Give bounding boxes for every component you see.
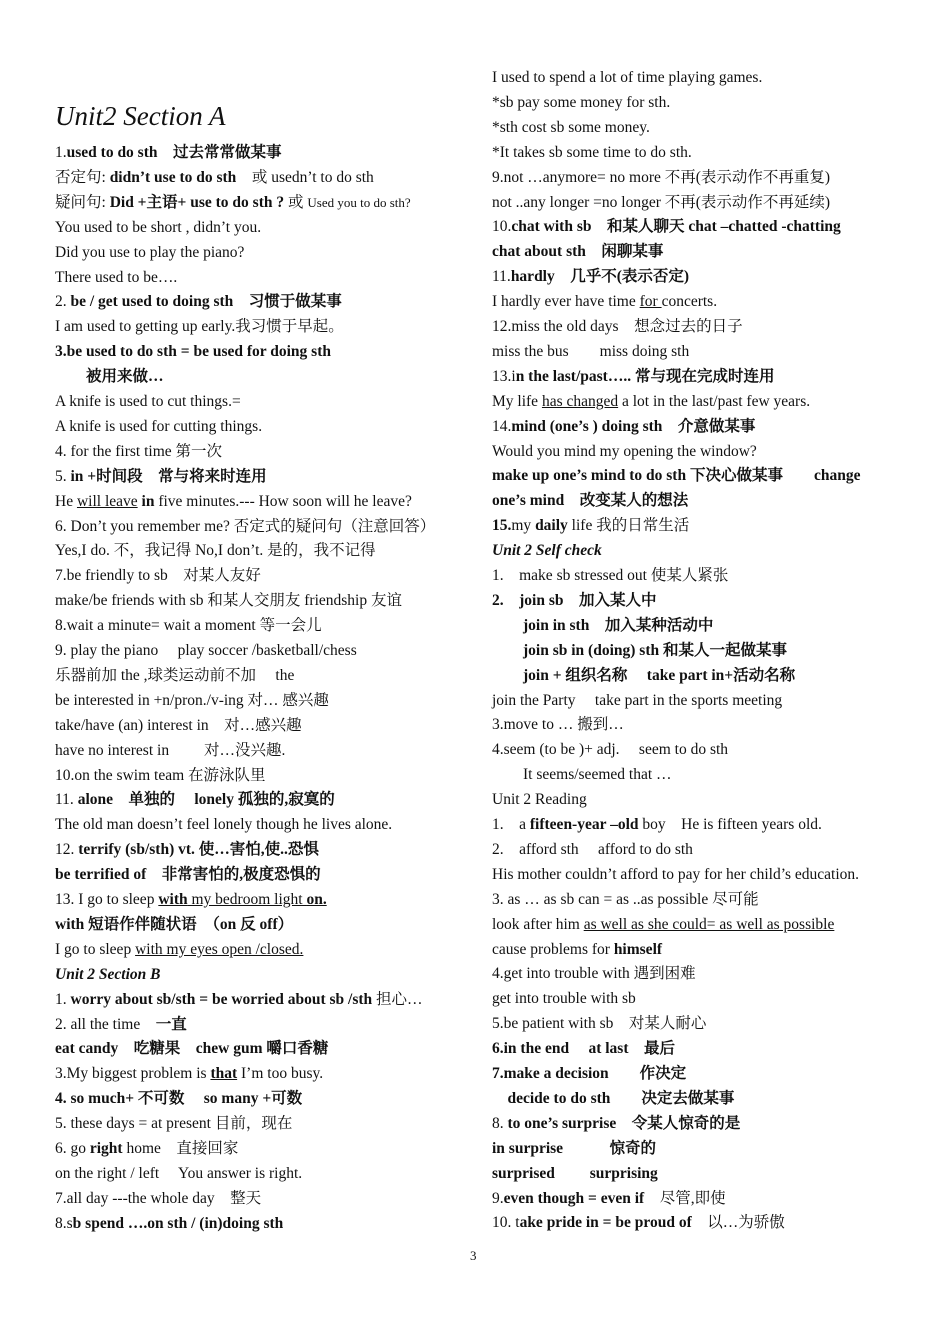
note-text: b spend ….on sth / (in)doing sth (72, 1214, 284, 1232)
note-line (492, 491, 688, 511)
note-text: 尽管,即使 (644, 1189, 726, 1207)
note-line (55, 1139, 238, 1159)
note-text: has changed (541, 392, 619, 410)
note-text: 7.all day ---the whole day 整天 (55, 1189, 262, 1207)
note-text: as well as she could= as well as possible (583, 915, 835, 933)
note-text: I am used to getting up early.我习惯于早起。 (55, 318, 344, 336)
note-text: hardly 几乎不(表示否定) (510, 268, 690, 286)
note-line (55, 1064, 323, 1084)
note-line (492, 68, 762, 88)
note-text: 9.not …anymore= no more 不再(表示动作不再重复) (492, 168, 831, 186)
note-text: used to do sth 过去常常做某事 (66, 144, 282, 161)
note-line (492, 1164, 658, 1184)
note-line (492, 217, 841, 237)
note-line (55, 143, 282, 163)
note-text: 或 (284, 193, 308, 211)
note-line (492, 890, 759, 910)
note-text: 13. I go to sleep (55, 891, 159, 908)
note-text: terrify (sb/sth) vt. 使…害怕,使..恐惧 (78, 841, 319, 859)
note-text: 4. so much+ 不可数 so many +可数 (55, 1090, 303, 1108)
note-text: make/be friends with sb 和某人交朋友 friendship 友谊 (55, 592, 402, 610)
note-text: 否定句: (55, 168, 110, 186)
note-text: *It takes sb some time to do sth. (492, 143, 692, 161)
note-text: 2. join sb 加入某人中 (492, 591, 657, 609)
note-text: boy He is fifteen years old. (638, 816, 822, 833)
note-text: 1. (55, 990, 71, 1008)
note-line (55, 865, 321, 885)
note-line (492, 691, 782, 711)
note-text: 13.i (492, 367, 516, 385)
note-text: 8.s (55, 1214, 73, 1232)
note-line (55, 1214, 283, 1234)
note-line (492, 1064, 686, 1084)
note-line (55, 641, 357, 661)
note-line (55, 1089, 302, 1109)
note-line (492, 1089, 734, 1109)
note-text: n the last/past….. 常与现在完成时连用 (515, 367, 775, 385)
note-text: I’m too busy. (237, 1065, 324, 1083)
note-line (492, 815, 822, 835)
note-text: Used you to do sth? (307, 194, 411, 210)
note-line (55, 990, 423, 1010)
note-text: with (158, 891, 188, 908)
note-text: right (89, 1140, 123, 1157)
note-text: 9. (492, 1189, 504, 1207)
note-text: 一直 (155, 1015, 187, 1033)
note-text: even though = even if (503, 1189, 645, 1207)
note-line (55, 243, 244, 263)
note-text: 疑问句: (55, 193, 110, 211)
note-line (55, 268, 177, 288)
note-text: It seems/seemed that … (492, 766, 672, 784)
note-text: 5.be patient with sb 对某人耐心 (492, 1015, 707, 1033)
note-line (55, 392, 241, 412)
note-text: I go to sleep (55, 940, 136, 958)
note-line (492, 1213, 785, 1233)
note-line (492, 1039, 675, 1059)
note-text: will leave (76, 492, 138, 510)
note-text: 5. (55, 467, 71, 485)
note-text: make up one’s mind to do sth 下决心做某事 change (492, 467, 861, 485)
note-line (55, 890, 327, 910)
note-text: 4. for the first time 第一次 (55, 442, 223, 460)
note-line (55, 691, 329, 711)
note-line (492, 1114, 740, 1134)
note-line (492, 790, 587, 810)
note-line (492, 616, 713, 636)
note-line (55, 541, 376, 561)
note-text: 3. as … as sb can = as ..as possible 尽可能 (492, 890, 759, 908)
note-text: eat candy 吃糖果 chew gum 嚼口香糖 (55, 1040, 329, 1058)
note-line (492, 267, 689, 287)
note-line (492, 466, 860, 486)
note-line (55, 790, 335, 810)
note-text: join sb in (doing) sth 和某人一起做某事 (492, 641, 787, 659)
note-text: 14. (492, 417, 512, 435)
note-line (55, 317, 344, 337)
note-line (492, 317, 743, 337)
note-text: join the Party take part in the sports meeting (492, 691, 783, 709)
note-text: 8. (492, 1114, 508, 1132)
note-text: 8.wait a minute= wait a moment 等一会儿 (55, 617, 322, 635)
note-line (492, 392, 810, 412)
note-line (55, 666, 294, 686)
note-line (55, 367, 164, 387)
note-text: get into trouble with sb (492, 990, 636, 1008)
note-line (55, 716, 302, 736)
note-text: 6. Don’t you remember me? 否定式的疑问句（注意回答） (55, 517, 436, 535)
note-text: on the right / left You answer is right. (55, 1164, 303, 1182)
note-line (492, 865, 859, 885)
note-text: 1. a (492, 816, 530, 833)
note-text: 6. go (55, 1140, 90, 1157)
note-text: Yes,I do. 不，我记得 No,I don’t. 是的，我不记得 (55, 542, 376, 560)
note-text: 3.be used to do sth = be used for doing sth (55, 343, 331, 361)
note-text: ake pride in = be proud of (519, 1214, 692, 1232)
note-text: 或 usedn’t to do sth (236, 168, 374, 186)
note-line (492, 765, 672, 785)
note-line (492, 417, 755, 437)
note-line (492, 964, 696, 984)
note-text: His mother couldn’t afford to pay for her child’s education. (492, 865, 860, 883)
note-text: 担心… (372, 990, 423, 1008)
note-text: Unit 2 Reading (492, 791, 587, 809)
note-text: 2. (55, 293, 71, 311)
note-text: Did +主语+ use to do sth ? (109, 193, 285, 211)
note-line (492, 591, 657, 611)
note-text: a lot in the last/past few years. (618, 392, 811, 410)
note-text: miss the bus miss doing sth (492, 342, 690, 360)
note-line (492, 915, 834, 935)
note-line (492, 118, 650, 138)
note-line (55, 193, 411, 213)
note-text: for (639, 293, 662, 311)
note-text: alone 单独的 lonely 孤独的,寂寞的 (77, 791, 335, 809)
note-line (55, 168, 374, 188)
note-text: not ..any longer =no longer 不再(表示动作不再延续) (492, 193, 831, 211)
note-text: *sb pay some money for sth. (492, 93, 671, 111)
note-line (492, 442, 757, 462)
note-line (492, 242, 663, 262)
note-text: I used to spend a lot of time playing games. (492, 69, 763, 86)
note-line (492, 566, 728, 586)
note-text: There used to be…. (55, 268, 178, 286)
note-text: 7.be friendly to sb 对某人友好 (55, 567, 261, 585)
note-line (55, 417, 262, 437)
note-line (55, 1114, 292, 1134)
note-line (492, 168, 830, 188)
note-text: have no interest in 对…没兴趣. (55, 741, 286, 759)
note-line (492, 1014, 706, 1034)
note-text: A knife is used to cut things.= (55, 393, 241, 410)
note-text: He (55, 492, 77, 510)
note-line (55, 492, 412, 512)
note-text: chat with sb 和某人聊天 chat –chatted -chatting (511, 218, 841, 236)
note-line (492, 541, 602, 561)
note-text: Did you use to play the piano? (55, 243, 245, 261)
note-text: in (141, 492, 155, 510)
note-text: with my eyes open /closed. (135, 940, 304, 958)
note-text: 3.My biggest problem is (55, 1065, 211, 1083)
note-text: life 我的日常生活 (567, 517, 690, 535)
note-text: 12. (55, 841, 79, 859)
note-text: join + 组织名称 take part in+活动名称 (492, 666, 796, 684)
note-text: concerts. (661, 293, 718, 311)
note-text: 9. play the piano play soccer /basketball/chess (55, 642, 357, 659)
note-text: home 直接回家 (122, 1140, 239, 1157)
note-line (55, 442, 222, 462)
note-text: be interested in +n/pron./v-ing 对… 感兴趣 (55, 691, 329, 709)
note-text: surprised surprising (492, 1164, 658, 1182)
note-line (55, 915, 293, 935)
note-line (492, 666, 795, 686)
note-text: 1. (55, 144, 67, 161)
note-text: 10. (492, 218, 512, 236)
note-text: 7.make a decision 作决定 (492, 1065, 687, 1082)
note-line (55, 342, 331, 362)
note-line (55, 741, 285, 761)
note-text: 4.get into trouble with 遇到困难 (492, 965, 696, 983)
note-text: that (210, 1065, 238, 1083)
note-line (55, 566, 261, 586)
note-line (492, 989, 636, 1009)
note-line (55, 766, 266, 786)
note-text: 15. (492, 517, 512, 535)
note-line (55, 965, 161, 985)
note-text: The old man doesn’t feel lonely though he lives alone. (55, 816, 393, 834)
note-text: Unit 2 Section B (55, 965, 161, 983)
note-text: look after him (492, 915, 584, 933)
note-line (55, 467, 267, 487)
note-text: 4.seem (to be )+ adj. seem to do sth (492, 741, 729, 759)
note-text: 10. t (492, 1214, 520, 1232)
note-text: with 短语作伴随状语 （on 反 off） (55, 915, 294, 933)
note-text: worry about sb/sth = be worried about sb /sth (70, 990, 373, 1008)
note-text: take/have (an) interest in 对…感兴趣 (55, 716, 302, 734)
note-line (492, 740, 728, 760)
note-line (55, 815, 392, 835)
note-text: 以…为骄傲 (691, 1214, 785, 1232)
note-line (492, 342, 689, 362)
note-line (492, 292, 717, 312)
note-text: 5. these days = at present 目前，现在 (55, 1115, 293, 1133)
note-text: join in sth 加入某种活动中 (492, 616, 714, 634)
note-text: fifteen-year –old (529, 816, 639, 833)
note-line (492, 193, 830, 213)
note-text: in surprise 惊奇的 (492, 1139, 657, 1157)
note-line (492, 715, 624, 735)
note-text: 11. (55, 791, 78, 809)
note-text: 被用来做… (55, 368, 164, 386)
note-text: A knife is used for cutting things. (55, 417, 263, 435)
note-text: my (511, 517, 536, 535)
note-line (55, 517, 435, 537)
note-text: himself (613, 940, 663, 958)
note-line (492, 1139, 656, 1159)
note-line (55, 292, 342, 312)
note-line (492, 840, 693, 860)
note-text: 2. all the time (55, 1015, 156, 1033)
note-text: be terrified of 非常害怕的,极度恐惧的 (55, 866, 321, 884)
note-line (55, 591, 402, 611)
note-text: 3.move to … 搬到… (492, 716, 624, 734)
note-line (55, 1189, 261, 1209)
note-line (492, 93, 670, 113)
note-line (492, 641, 787, 661)
note-text: My life (492, 392, 542, 410)
note-text: 2. afford sth afford to do sth (492, 840, 693, 858)
note-text: 1. make sb stressed out 使某人紧张 (492, 567, 729, 584)
note-text: daily (535, 517, 568, 535)
note-text: 6.in the end at last 最后 (492, 1040, 675, 1058)
note-text: five minutes.--- How soon will he leave? (154, 492, 412, 510)
note-text: to one’s surprise 令某人惊奇的是 (507, 1114, 741, 1132)
note-text: be / get used to doing sth 习惯于做某事 (70, 293, 342, 311)
note-text: chat about sth 闲聊某事 (492, 243, 664, 261)
note-line (492, 516, 689, 536)
note-text: didn’t use to do sth (109, 168, 237, 186)
note-line (55, 1039, 328, 1059)
note-text: You used to be short , didn’t you. (55, 218, 262, 236)
note-line (55, 616, 322, 636)
note-line (55, 840, 319, 860)
note-text: one’s mind 改变某人的想法 (492, 492, 689, 510)
note-line (492, 1189, 726, 1209)
note-text: cause problems for (492, 940, 614, 958)
note-text: decide to do sth 决定去做某事 (492, 1089, 735, 1107)
note-line (55, 940, 303, 960)
note-line (492, 367, 774, 387)
note-text: my bedroom light (187, 891, 307, 908)
note-text: *sth cost sb some money. (492, 118, 650, 136)
note-text: Would you mind my opening the window? (492, 442, 757, 460)
note-line (492, 143, 692, 163)
note-text: 12.miss the old days 想念过去的日子 (492, 318, 743, 335)
note-text: on. (306, 891, 327, 908)
note-text: 10.on the swim team 在游泳队里 (55, 766, 266, 784)
note-text: 11. (492, 268, 511, 286)
page-title: Unit2 Section A (55, 101, 226, 131)
note-text: 乐器前加 the ,球类运动前不加 the (55, 666, 295, 684)
note-text: in +时间段 常与将来时连用 (70, 467, 267, 485)
note-text: I hardly ever have time (492, 293, 640, 311)
note-text: Unit 2 Self check (492, 542, 602, 560)
note-line (55, 1015, 187, 1035)
note-line (55, 218, 261, 238)
note-line (492, 940, 662, 960)
note-text: mind (one’s ) doing sth 介意做某事 (511, 417, 756, 435)
page-number: 3 (470, 1248, 477, 1263)
note-line (55, 1164, 302, 1184)
